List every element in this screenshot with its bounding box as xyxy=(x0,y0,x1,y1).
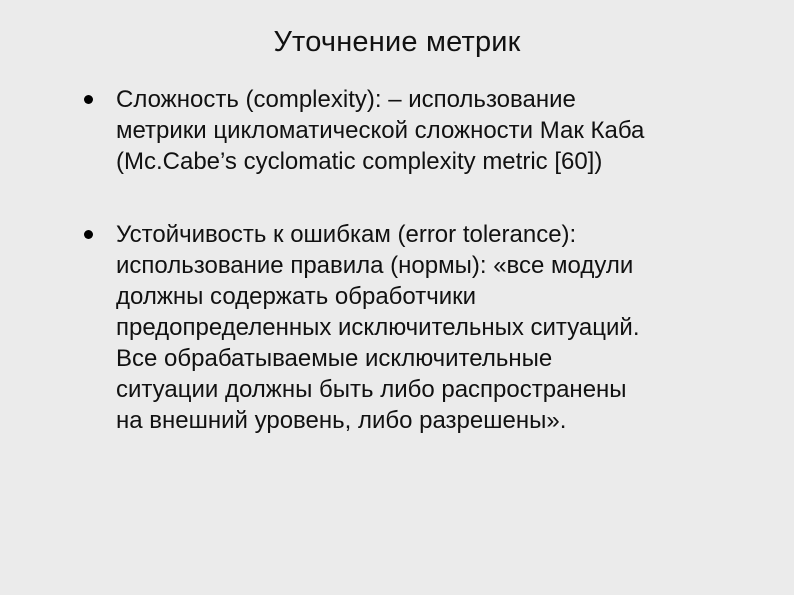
bullet-text-line: метрики цикломатической сложности Мак Каба xyxy=(116,117,645,144)
bullet-text-line: ситуации должны быть либо распространены xyxy=(116,376,627,403)
bullet-text-line: Устойчивость к ошибкам (error tolerance): xyxy=(116,221,577,248)
bullet-text-line: Сложность (complexity): – использование xyxy=(116,86,576,113)
bullet-list xyxy=(84,84,744,436)
bullet-item-error-tolerance xyxy=(84,219,744,436)
bullet-text-line: на внешний уровень, либо разрешены». xyxy=(116,407,567,434)
bullet-item-complexity xyxy=(84,84,744,177)
bullet-text-line: (Mc.Cabe’s cyclomatic complexity metric [60]) xyxy=(116,148,603,175)
bullet-text-line: использование правила (нормы): «все модули xyxy=(116,252,634,279)
bullet-dot-icon xyxy=(84,230,93,239)
slide-title: Уточнение метрик xyxy=(273,26,521,58)
bullet-dot-icon xyxy=(84,95,93,104)
bullet-text-line: должны содержать обработчики xyxy=(116,283,477,310)
bullet-text-line: Все обрабатываемые исключительные xyxy=(116,345,553,372)
bullet-text-line: предопределенных исключительных ситуаций. xyxy=(116,314,640,341)
